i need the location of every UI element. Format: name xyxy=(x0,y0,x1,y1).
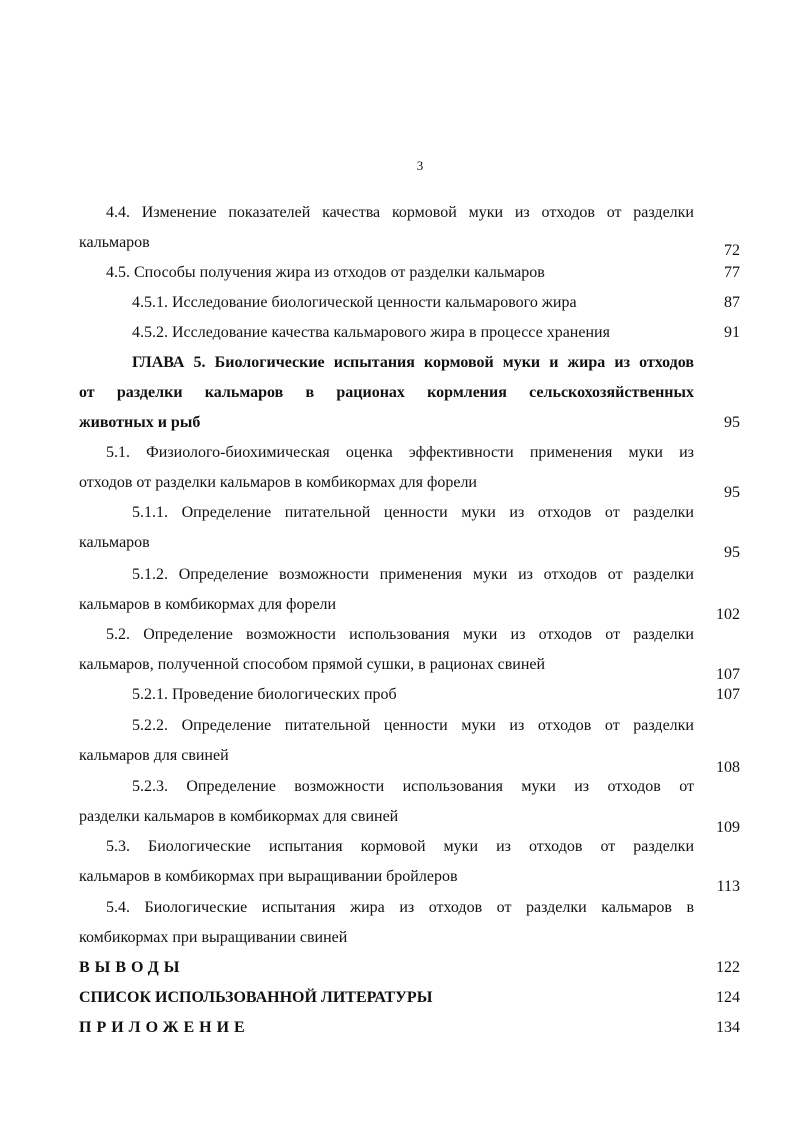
toc-entry-text: ПРИЛОЖЕНИЕ xyxy=(79,1019,250,1036)
toc-page-number: 95 xyxy=(724,414,740,431)
toc-entry-text: 5.1.1. Определение питательной ценности муки из отходов от разделки xyxy=(132,504,694,521)
toc-entry-conclusions xyxy=(0,953,793,983)
toc-entry-chapter-5 xyxy=(0,348,793,438)
toc-entry-text: от разделки кальмаров в рационах кормления сельскохозяйственных xyxy=(79,384,694,401)
toc-entry-text: животных и рыб xyxy=(79,414,201,431)
toc-entry-text: кальмаров для свиней xyxy=(79,747,229,764)
toc-entry-text: 4.5. Способы получения жира из отходов от разделки кальмаров xyxy=(106,264,545,281)
toc-page-number: 107 xyxy=(716,666,740,683)
toc-entry-text: кальмаров xyxy=(79,234,150,251)
toc-entry-appendix xyxy=(0,1013,793,1043)
toc-entry-text: разделки кальмаров в комбикормах для свиней xyxy=(79,808,399,825)
toc-entry-4-5 xyxy=(0,258,793,288)
toc-entry-text: отходов от разделки кальмаров в комбикормах для форели xyxy=(79,474,477,491)
toc-entry-5-1 xyxy=(0,438,793,501)
toc-entry-text: 4.5.1. Исследование биологической ценности кальмарового жира xyxy=(132,294,577,311)
toc-page-number: 108 xyxy=(716,759,740,776)
toc-entry-text: кальмаров в комбикормах при выращивании бройлеров xyxy=(79,868,458,885)
toc-page-number: 87 xyxy=(724,294,740,311)
toc-page-number: 95 xyxy=(724,544,740,561)
toc-page-number: 122 xyxy=(716,959,740,976)
toc-page-number: 113 xyxy=(716,878,740,895)
toc-entry-text: СПИСОК ИСПОЛЬЗОВАННОЙ ЛИТЕРАТУРЫ xyxy=(79,989,433,1006)
toc-entry-5-1-2 xyxy=(0,560,793,623)
toc-entry-4-5-1 xyxy=(0,288,793,318)
toc-page-number: 107 xyxy=(716,686,740,703)
toc-entry-text: 5.2.2. Определение питательной ценности муки из отходов от разделки xyxy=(132,717,694,734)
toc-entry-text: 5.2.1. Проведение биологических проб xyxy=(132,686,397,703)
toc-entry-text: кальмаров, полученной способом прямой сушки, в рационах свиней xyxy=(79,656,546,673)
toc-entry-text: 4.4. Изменение показателей качества кормовой муки из отходов от разделки xyxy=(106,204,694,221)
toc-page-number: 124 xyxy=(716,989,740,1006)
toc-entry-text: 4.5.2. Исследование качества кальмарового жира в процессе хранения xyxy=(132,324,610,341)
toc-entry-4-5-2 xyxy=(0,318,793,348)
toc-entry-5-1-1 xyxy=(0,498,793,561)
toc-page-number: 102 xyxy=(716,606,740,623)
toc-entry-text: 5.2.3. Определение возможности использования муки из отходов от xyxy=(132,778,694,795)
toc-entry-text: кальмаров xyxy=(79,534,150,551)
toc-entry-text: ГЛАВА 5. Биологические испытания кормовой муки и жира из отходов xyxy=(132,354,694,371)
page-number: 3 xyxy=(416,158,424,173)
toc-entry-text: кальмаров в комбикормах для форели xyxy=(79,596,337,613)
toc-entry-text: 5.3. Биологические испытания кормовой муки из отходов от разделки xyxy=(106,838,694,855)
toc-entry-5-2-3 xyxy=(0,772,793,836)
toc-entry-text: ВЫВОДЫ xyxy=(79,959,185,976)
toc-entry-5-2-1 xyxy=(0,680,793,710)
toc-entry-references xyxy=(0,983,793,1013)
toc-entry-text: комбикормах при выращивании свиней xyxy=(79,929,348,946)
toc-entry-text: 5.2. Определение возможности использования муки из отходов от разделки xyxy=(106,626,694,643)
toc-entry-5-4 xyxy=(0,893,793,953)
toc-entry-5-3 xyxy=(0,832,793,895)
toc-entry-5-2-2 xyxy=(0,711,793,776)
toc-page-number: 134 xyxy=(716,1019,740,1036)
toc-entry-text: 5.1. Физиолого-биохимическая оценка эффективности применения муки из xyxy=(106,444,694,461)
toc-page-number: 72 xyxy=(724,242,740,259)
toc-entry-4-4 xyxy=(0,198,793,258)
toc-page-number: 95 xyxy=(724,484,740,501)
toc-page-number: 91 xyxy=(724,324,740,341)
toc-page-number: 77 xyxy=(724,264,740,281)
toc-entry-text: 5.1.2. Определение возможности применения муки из отходов от разделки xyxy=(132,566,694,583)
toc-page-number: 109 xyxy=(716,819,740,836)
toc-entry-text: 5.4. Биологические испытания жира из отходов от разделки кальмаров в xyxy=(106,899,694,916)
toc-entry-5-2 xyxy=(0,620,793,683)
